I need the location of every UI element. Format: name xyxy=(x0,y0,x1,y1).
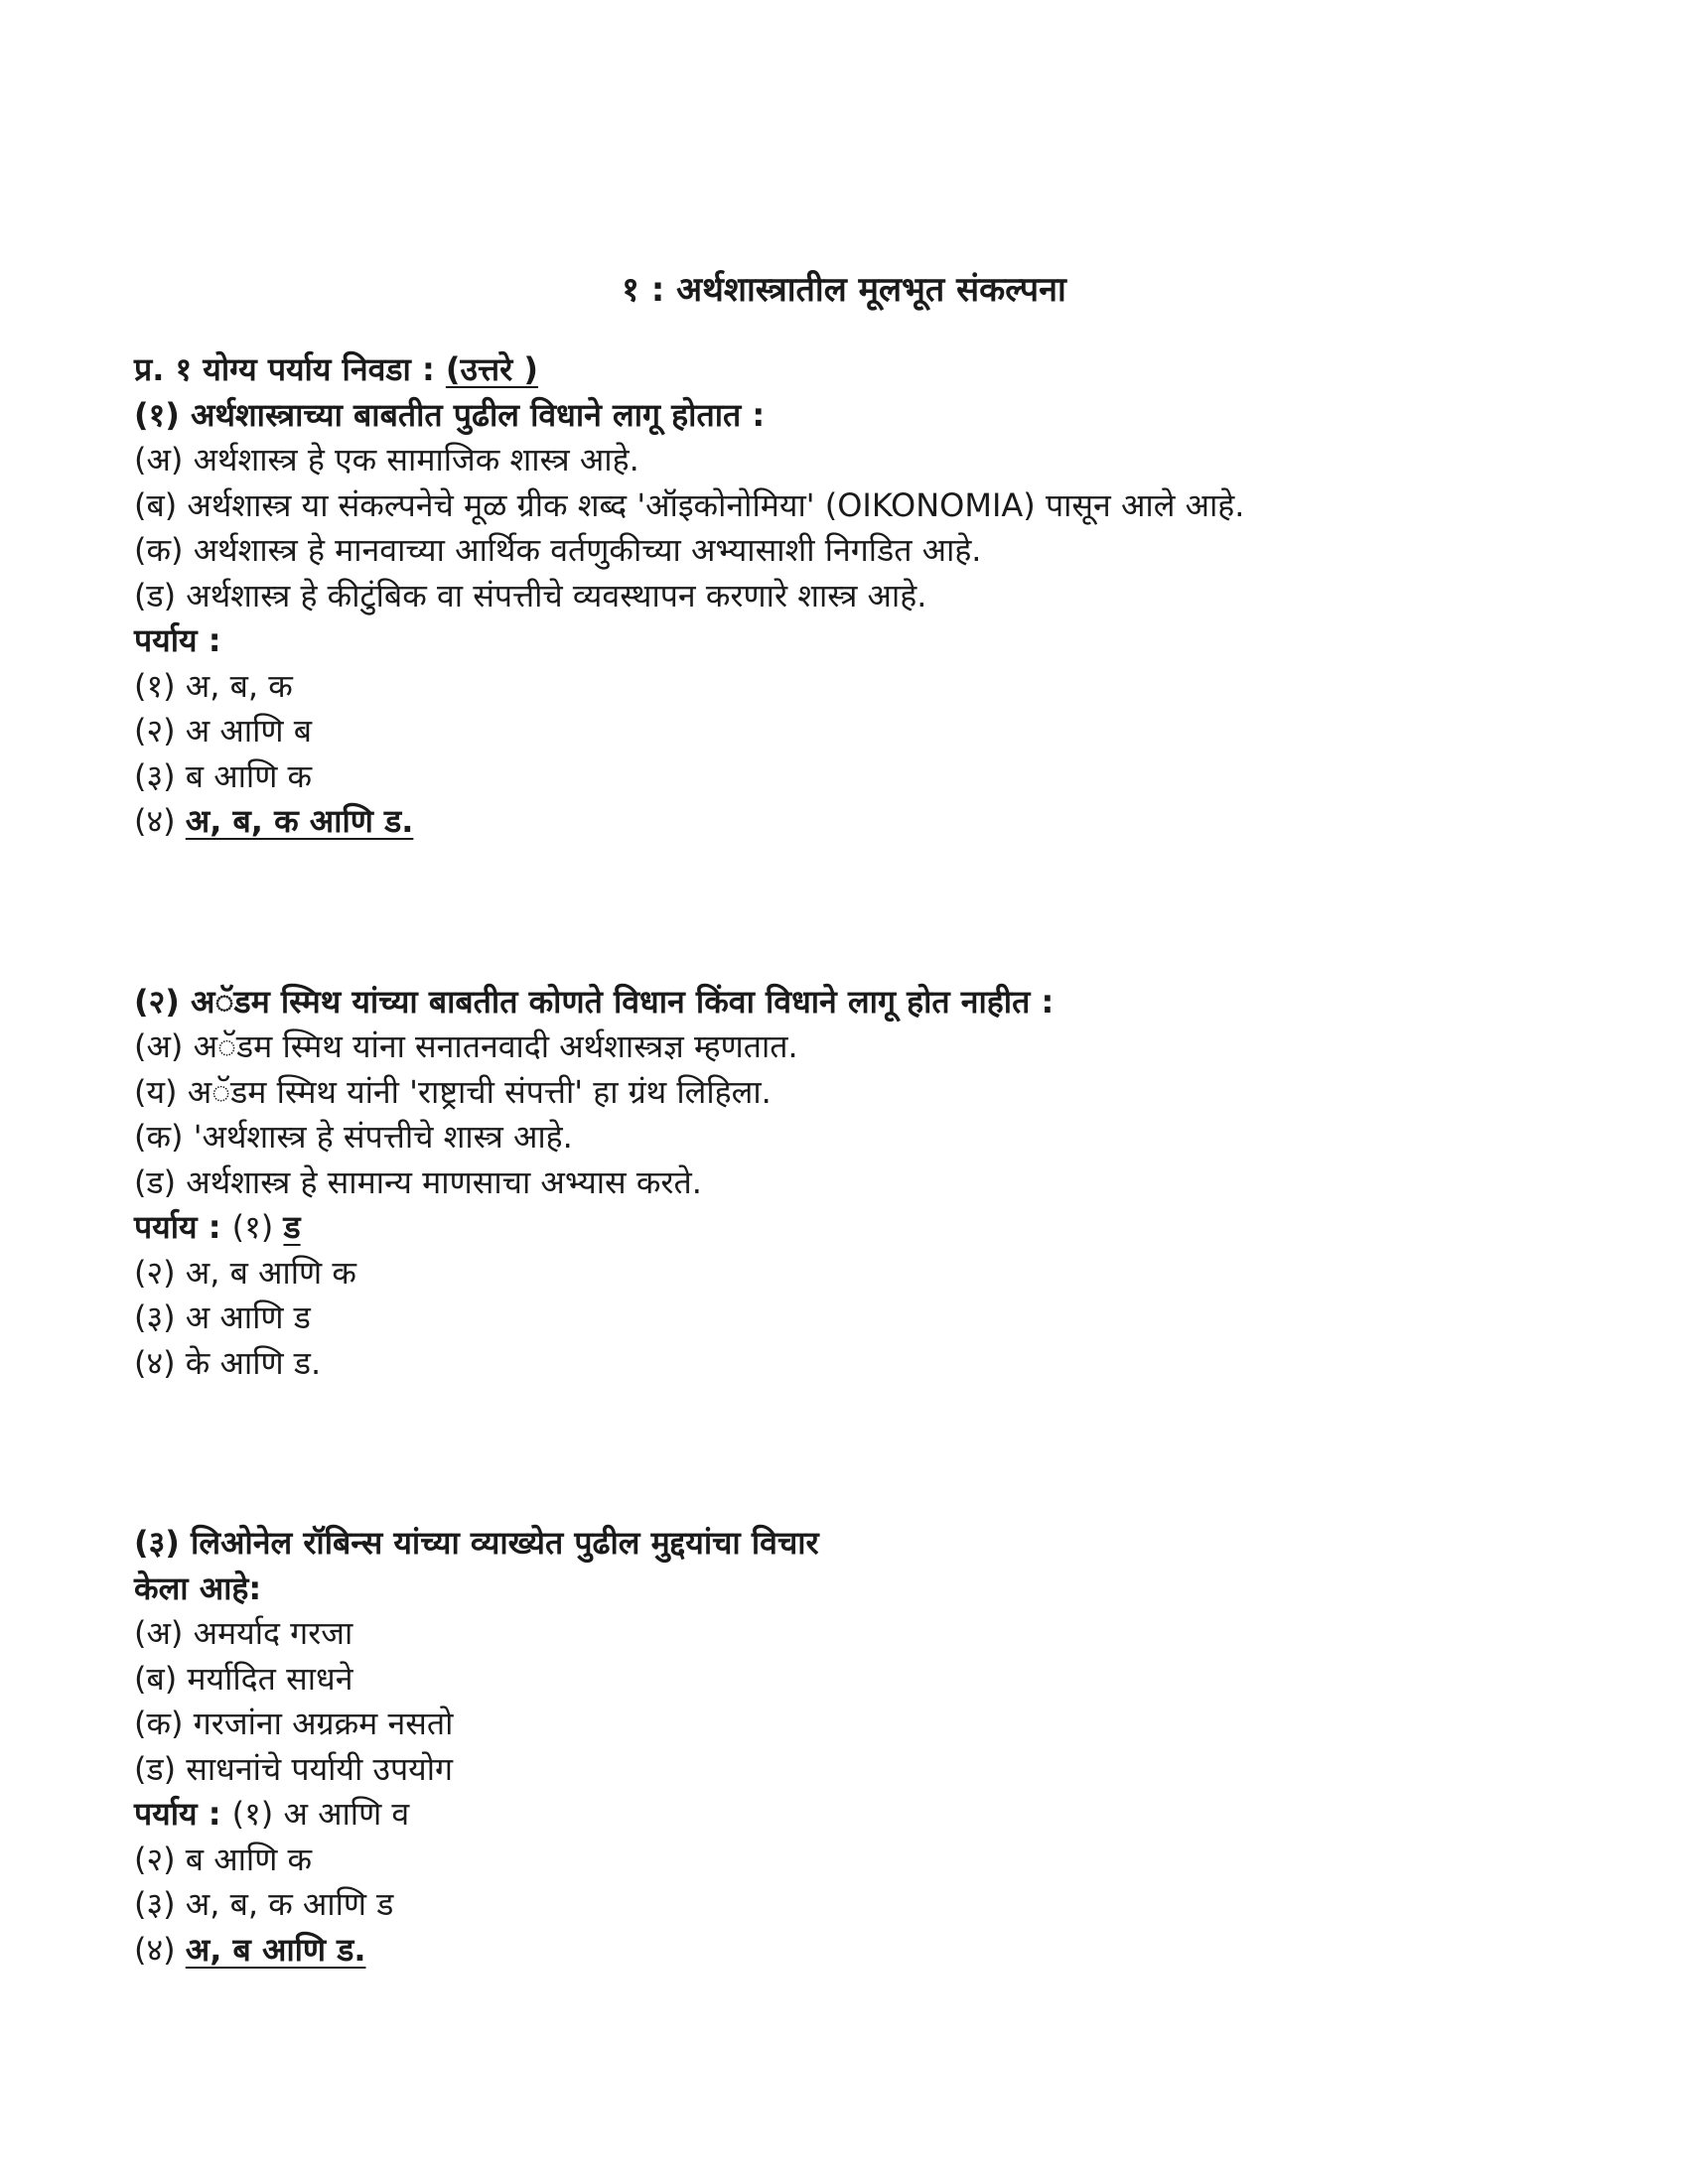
option-number: (३) xyxy=(134,756,176,795)
question-3-statement-b: (ब) मर्यादित साधने xyxy=(134,1659,353,1698)
answers-label: (उत्तरे ) xyxy=(445,350,539,388)
option-number: (४) xyxy=(134,1343,176,1382)
option-text: अ, ब आणि क xyxy=(185,1253,356,1292)
question-2-option-2 xyxy=(134,1251,1604,1297)
question-1-option-2 xyxy=(134,709,1604,754)
option-number: (१) xyxy=(231,1208,274,1246)
question-3-heading-line-1: (३) लिओनेल रॉबिन्स यांच्या व्याख्येत पुढील मुद्दयांचा विचार xyxy=(134,1524,819,1562)
question-3 xyxy=(134,1521,1604,1973)
question-2-options-label: पर्याय : xyxy=(134,1208,232,1246)
question-2 xyxy=(134,980,1604,1387)
question-1-heading: (१) अर्थशास्त्राच्या बाबतीत पुढील विधाने लागू होतात : xyxy=(134,395,766,434)
question-2-statement-d: (ड) अर्थशास्त्र हे सामान्य माणसाचा अभ्यास करते. xyxy=(134,1162,702,1201)
question-3-option-1 xyxy=(134,1792,1604,1838)
question-1 xyxy=(134,393,1604,845)
option-number: (२) xyxy=(134,1253,176,1292)
option-number: (२) xyxy=(134,1840,176,1878)
question-3-statement-d: (ड) साधनांचे पर्यायी उपयोग xyxy=(134,1749,454,1788)
correct-answer: अ, ब, क आणि ड. xyxy=(185,802,414,840)
option-number: (३) xyxy=(134,1885,176,1923)
option-text: ब आणि क xyxy=(185,756,313,795)
option-number: (२) xyxy=(134,712,176,750)
question-3-option-3 xyxy=(134,1882,1604,1928)
question-3-option-2 xyxy=(134,1838,1604,1883)
question-1-option-4 xyxy=(134,799,1604,845)
question-2-statement-a: (अ) अॅडम स्मिथ यांना सनातनवादी अर्थशास्त्रज्ञ म्हणतात. xyxy=(134,1027,798,1065)
option-number: (१) xyxy=(231,1795,274,1833)
spacer xyxy=(134,845,1604,980)
option-text: के आणि ड. xyxy=(185,1343,322,1382)
section-heading-text: प्र. १ योग्य पर्याय निवडा : xyxy=(134,350,446,388)
question-1-statement-b: (ब) अर्थशास्त्र या संकल्पनेचे मूळ ग्रीक शब्द 'ऑइकोनोमिया' (OIKONOMIA) पासून आले आहे. xyxy=(134,485,1245,524)
question-3-options-label: पर्याय : xyxy=(134,1795,232,1833)
option-number: (१) xyxy=(134,666,176,705)
question-2-option-3 xyxy=(134,1296,1604,1341)
question-2-heading: (२) अॅडम स्मिथ यांच्या बाबतीत कोणते विधान किंवा विधाने लागू होत नाहीत : xyxy=(134,982,1055,1021)
option-text: अ आणि व xyxy=(283,1795,410,1833)
question-content xyxy=(134,347,1604,1973)
question-1-statement-c: (क) अर्थशास्त्र हे मानवाच्या आर्थिक वर्तणुकीच्या अभ्यासाशी निगडित आहे. xyxy=(134,531,982,569)
correct-answer: अ, ब आणि ड. xyxy=(185,1930,366,1969)
question-3-statement-a: (अ) अमर्याद गरजा xyxy=(134,1614,353,1652)
correct-answer: ड xyxy=(283,1208,301,1246)
question-1-option-1 xyxy=(134,664,1604,710)
question-2-statement-c: (क) 'अर्थशास्त्र हे संपत्तीचे शास्त्र आहे. xyxy=(134,1118,573,1156)
option-text: अ आणि ड xyxy=(185,1298,311,1336)
question-3-heading-line-2: केला आहे: xyxy=(134,1569,262,1607)
question-3-option-4 xyxy=(134,1928,1604,1974)
question-2-option-1 xyxy=(134,1205,1604,1251)
section-heading xyxy=(134,347,1604,393)
question-1-statement-d: (ड) अर्थशास्त्र हे कीटुंबिक वा संपत्तीचे व्यवस्थापन करणारे शास्त्र आहे. xyxy=(134,576,927,614)
option-text: अ आणि ब xyxy=(185,712,312,750)
option-text: अ, ब, क xyxy=(185,666,293,705)
option-number: (३) xyxy=(134,1298,176,1336)
option-text: ब आणि क xyxy=(185,1840,313,1878)
option-number: (४) xyxy=(134,1930,176,1969)
question-1-statement-a: (अ) अर्थशास्त्र हे एक सामाजिक शास्त्र आहे. xyxy=(134,441,639,478)
option-text: अ, ब, क आणि ड xyxy=(185,1885,394,1923)
question-2-statement-b: (य) अॅडम स्मिथ यांनी 'राष्ट्राची संपत्ती' हा ग्रंथ लिहिला. xyxy=(134,1072,772,1111)
question-1-option-3 xyxy=(134,754,1604,800)
question-2-option-4 xyxy=(134,1341,1604,1387)
question-1-options-label: पर्याय : xyxy=(134,621,221,659)
spacer xyxy=(134,1386,1604,1521)
option-number: (४) xyxy=(134,802,176,840)
chapter-title: १ : अर्थशास्त्रातील मूलभूत संकल्पना xyxy=(622,270,1066,310)
question-3-statement-c: (क) गरजांना अग्रक्रम नसतो xyxy=(134,1705,454,1742)
